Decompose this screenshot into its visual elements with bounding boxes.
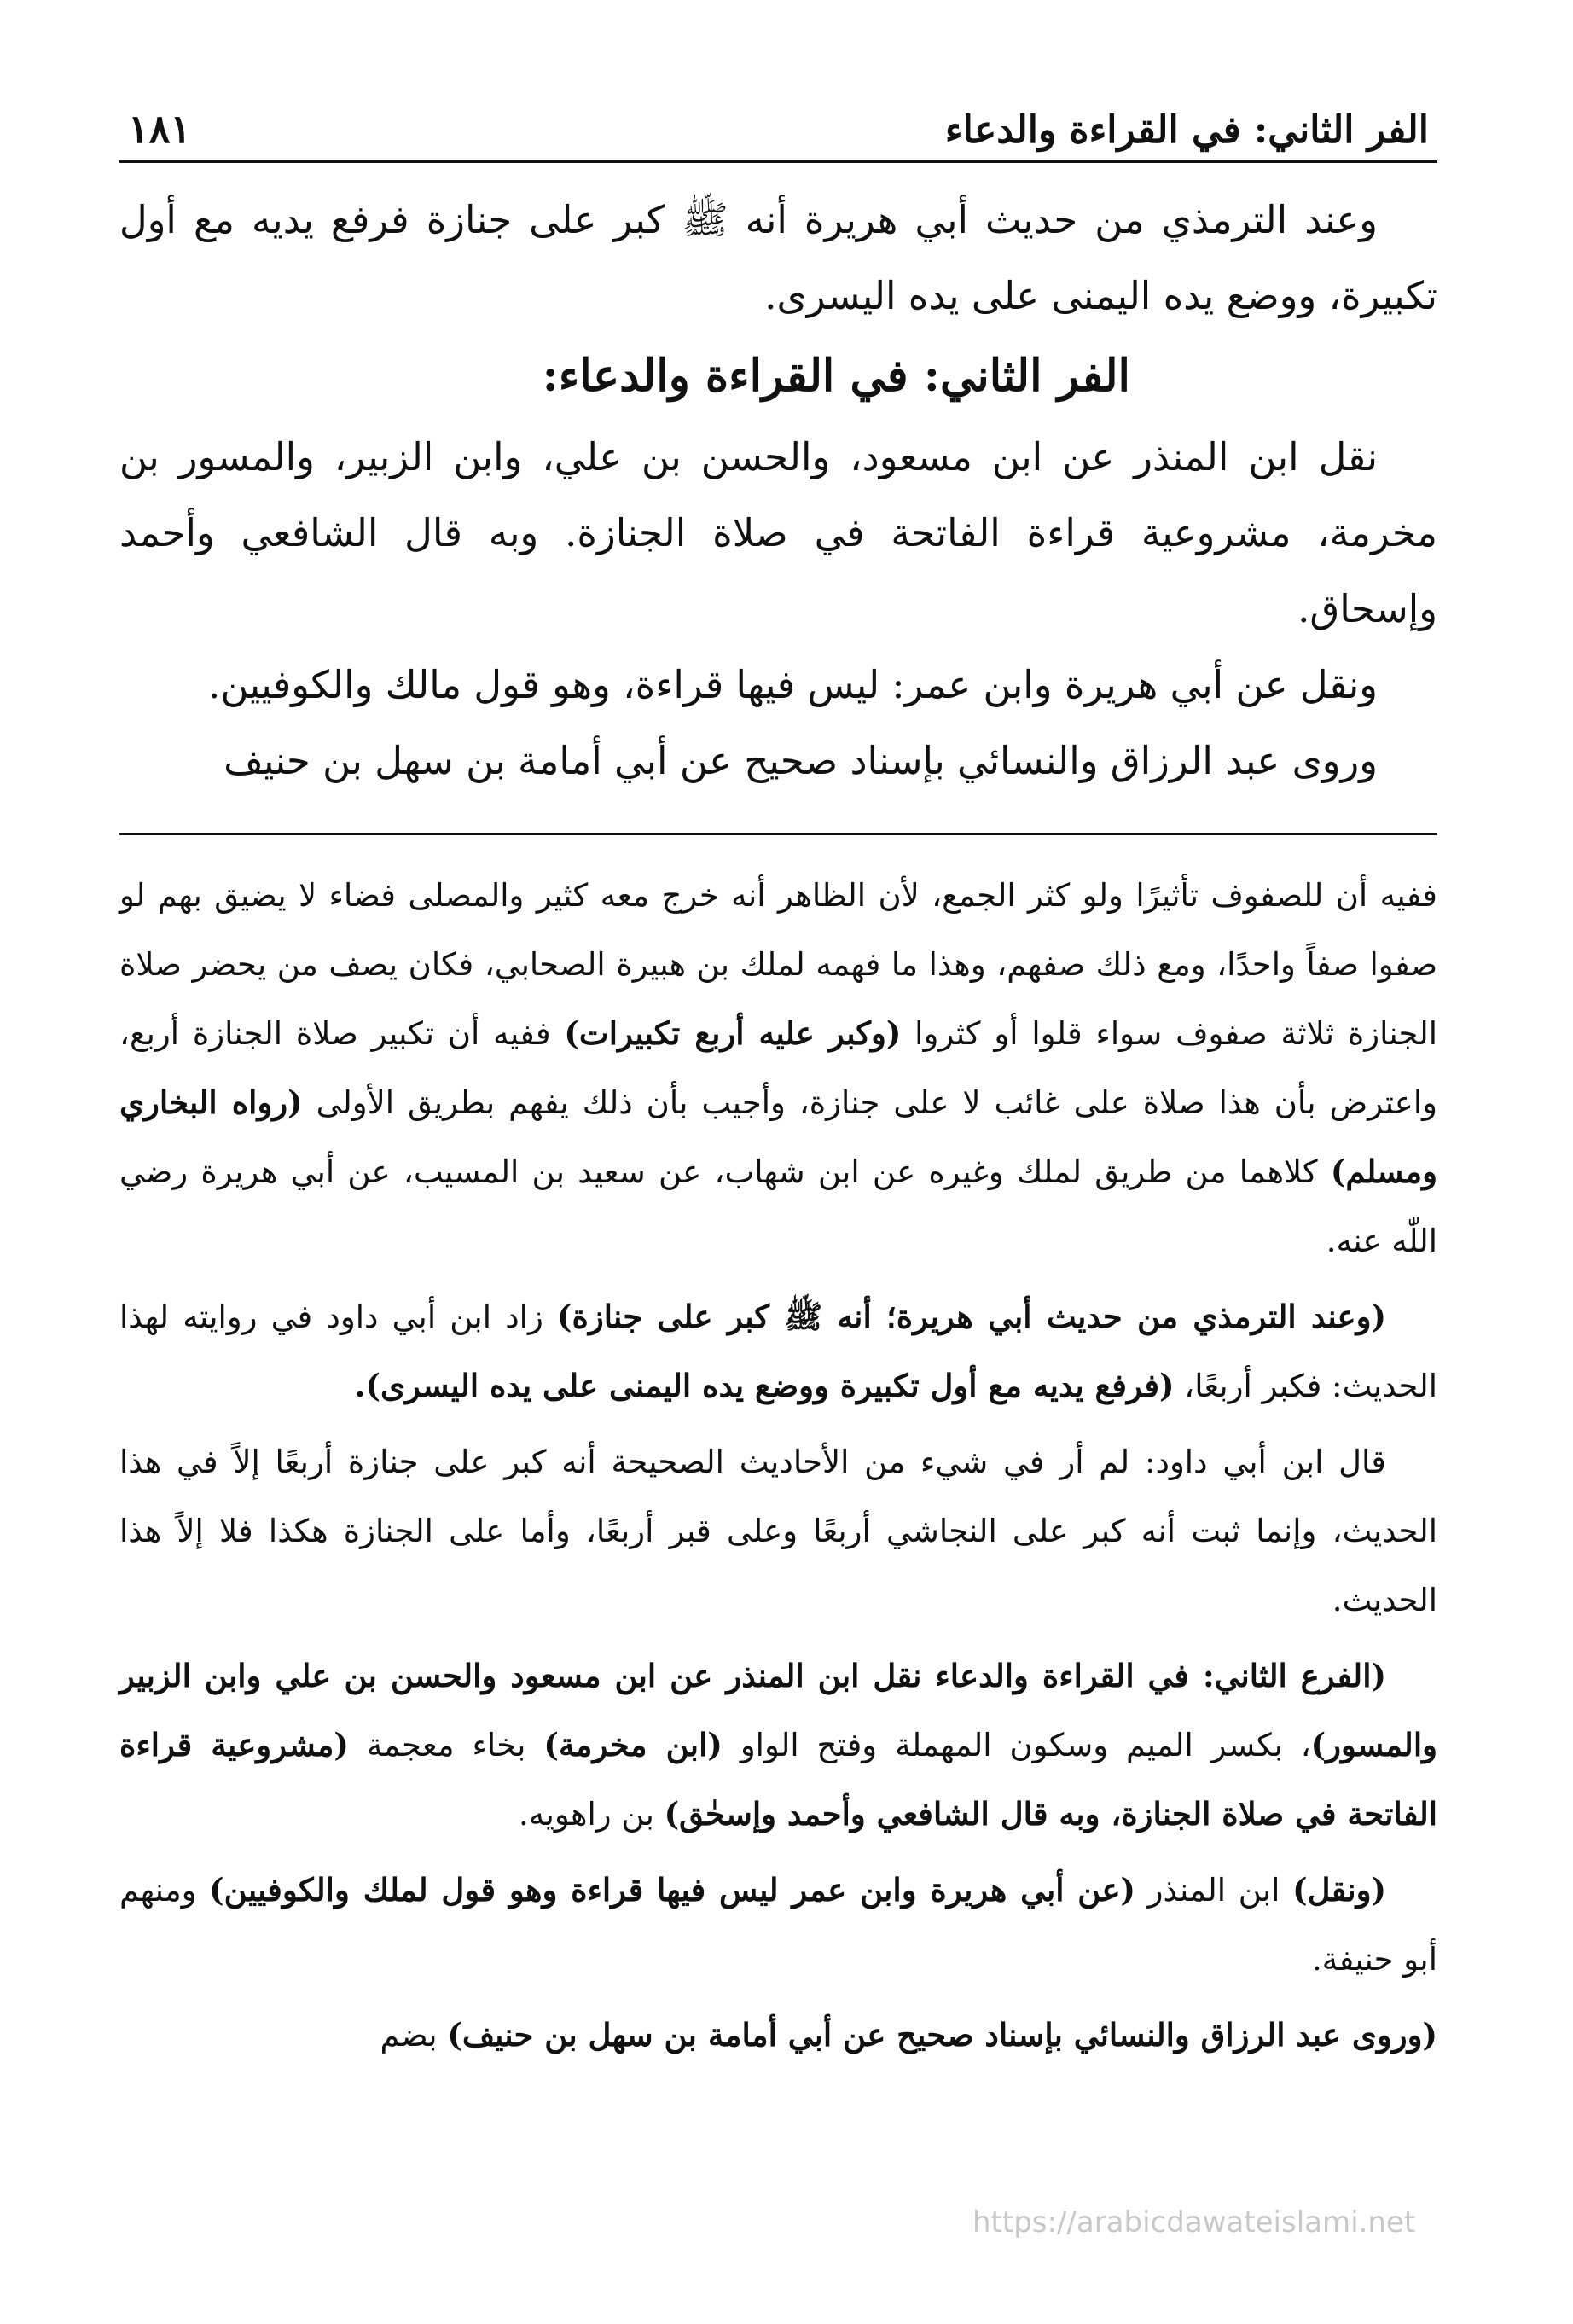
running-title: الفر الثاني: في القراءة والدعاء	[944, 108, 1429, 152]
commentary-paragraph-4	[119, 1641, 1437, 1849]
commentary-text: ففيه أن تكبير صلاة الجنازة أربع، واعترض بأن هذا صلاة على غائب لا على جنازة، وأجيب بأن ذلك يفهم بطريق الأولى	[119, 1015, 1437, 1121]
commentary-text: ، بكسر الميم وسكون المهملة وفتح الواو	[722, 1727, 1311, 1763]
quoted-matn: (الفرع الثاني: في القراءة والدعاء نقل ابن المنذر عن ابن مسعود والحسن بن علي وابن الزبير والمسور)	[119, 1657, 1437, 1763]
quoted-matn: (رواه البخاري ومسلم)	[119, 1084, 1437, 1190]
page-number: ١٨١	[128, 106, 192, 152]
commentary-text: زاد ابن أبي داود في روايته لهذا الحديث: فكبر أربعًا،	[119, 1299, 1437, 1404]
quoted-matn: (فرفع يديه مع أول تكبيرة ووضع يده اليمنى على يده اليسرى).	[354, 1367, 1175, 1404]
running-header	[119, 102, 1437, 160]
quoted-matn: (ابن مخرمة)	[543, 1726, 723, 1763]
commentary-paragraph-6	[119, 2001, 1437, 2070]
commentary-text: بخاء معجمة	[348, 1727, 544, 1763]
quoted-matn: (عن أبي هريرة وابن عمر ليس فيها قراءة وهو قول لملك والكوفيين)	[209, 1871, 1136, 1909]
commentary-text: ففيه أن للصفوف تأثيرًا ولو كثر الجمع، لأن الظاهر أنه خرج معه كثير والمصلى فضاء لا يضيق بهم لو صفوا صفاً واحدًا، ومع ذلك صفهم، وهذا ما فهمه لملك بن هبيرة الصحابي، فكان يصف من يحضر صلاة الجنازة ثلاثة صفوف سواء قلوا أو كثروا	[119, 877, 1437, 1052]
main-text	[119, 182, 1437, 799]
commentary-text: كلاهما من طريق لملك وغيره عن ابن شهاب، عن سعيد بن المسيب، عن أبي هريرة رضي اللّٰه عنه.	[119, 1153, 1437, 1259]
commentary-text: ابن المنذر	[1135, 1872, 1293, 1909]
watermark-url: https://arabicdawateislami.net	[972, 2205, 1416, 2240]
main-paragraph-2: نقل ابن المنذر عن ابن مسعود، والحسن بن علي، وابن الزبير، والمسور بن مخرمة، مشروعية قراءة الفاتحة في صلاة الجنازة. وبه قال الشافعي وأحمد وإسحاق.	[119, 434, 1437, 631]
commentary-paragraph-2	[119, 1282, 1437, 1421]
commentary-paragraph-3: قال ابن أبي داود: لم أر في شيء من الأحاديث الصحيحة أنه كبر على جنازة أربعًا إلاً في هذا الحديث، وإنما ثبت أنه كبر على النجاشي أربعًا وعلى قبر أربعًا، وأما على الجنازة هكذا فلا إلاً هذا الحديث.	[119, 1444, 1437, 1618]
main-paragraph-1: وعند الترمذي من حديث أبي هريرة أنه ﷺ كبر على جنازة فرفع يديه مع أول تكبيرة، ووضع يده اليمنى على يده اليسرى.	[119, 197, 1437, 318]
book-page	[119, 102, 1437, 2077]
main-paragraph-3: ونقل عن أبي هريرة وابن عمر: ليس فيها قراءة، وهو قول مالك والكوفيين.	[208, 662, 1378, 707]
footnote-separator	[119, 833, 1437, 835]
header-rule	[119, 160, 1437, 163]
commentary-text: ومنهم أبو حنيفة.	[119, 1872, 1437, 1978]
quoted-matn: (وروى عبد الرزاق والنسائي بإسناد صحيح عن أبي أمامة بن سهل بن حنيف)	[447, 2016, 1437, 2054]
section-heading: الفر الثاني: في القراءة والدعاء:	[542, 350, 1130, 402]
quoted-matn: (مشروعية قراءة الفاتحة في صلاة الجنازة، وبه قال الشافعي وأحمد وإسحٰق)	[119, 1726, 1437, 1833]
commentary-text: بن راهويه.	[518, 1796, 665, 1833]
commentary-paragraph-1	[119, 861, 1437, 1275]
main-paragraph-4: وروى عبد الرزاق والنسائي بإسناد صحيح عن أبي أمامة بن سهل بن حنيف	[223, 738, 1378, 783]
commentary-text: بضم	[380, 2017, 448, 2054]
commentary-paragraph-5	[119, 1856, 1437, 1994]
commentary	[119, 861, 1437, 2070]
quoted-matn: (وكبر عليه أربع تكبيرات)	[564, 1014, 902, 1052]
quoted-matn: (ونقل)	[1292, 1871, 1386, 1909]
quoted-matn: (وعند الترمذي من حديث أبي هريرة؛ أنه ﷺ كبر على جنازة)	[557, 1298, 1386, 1335]
